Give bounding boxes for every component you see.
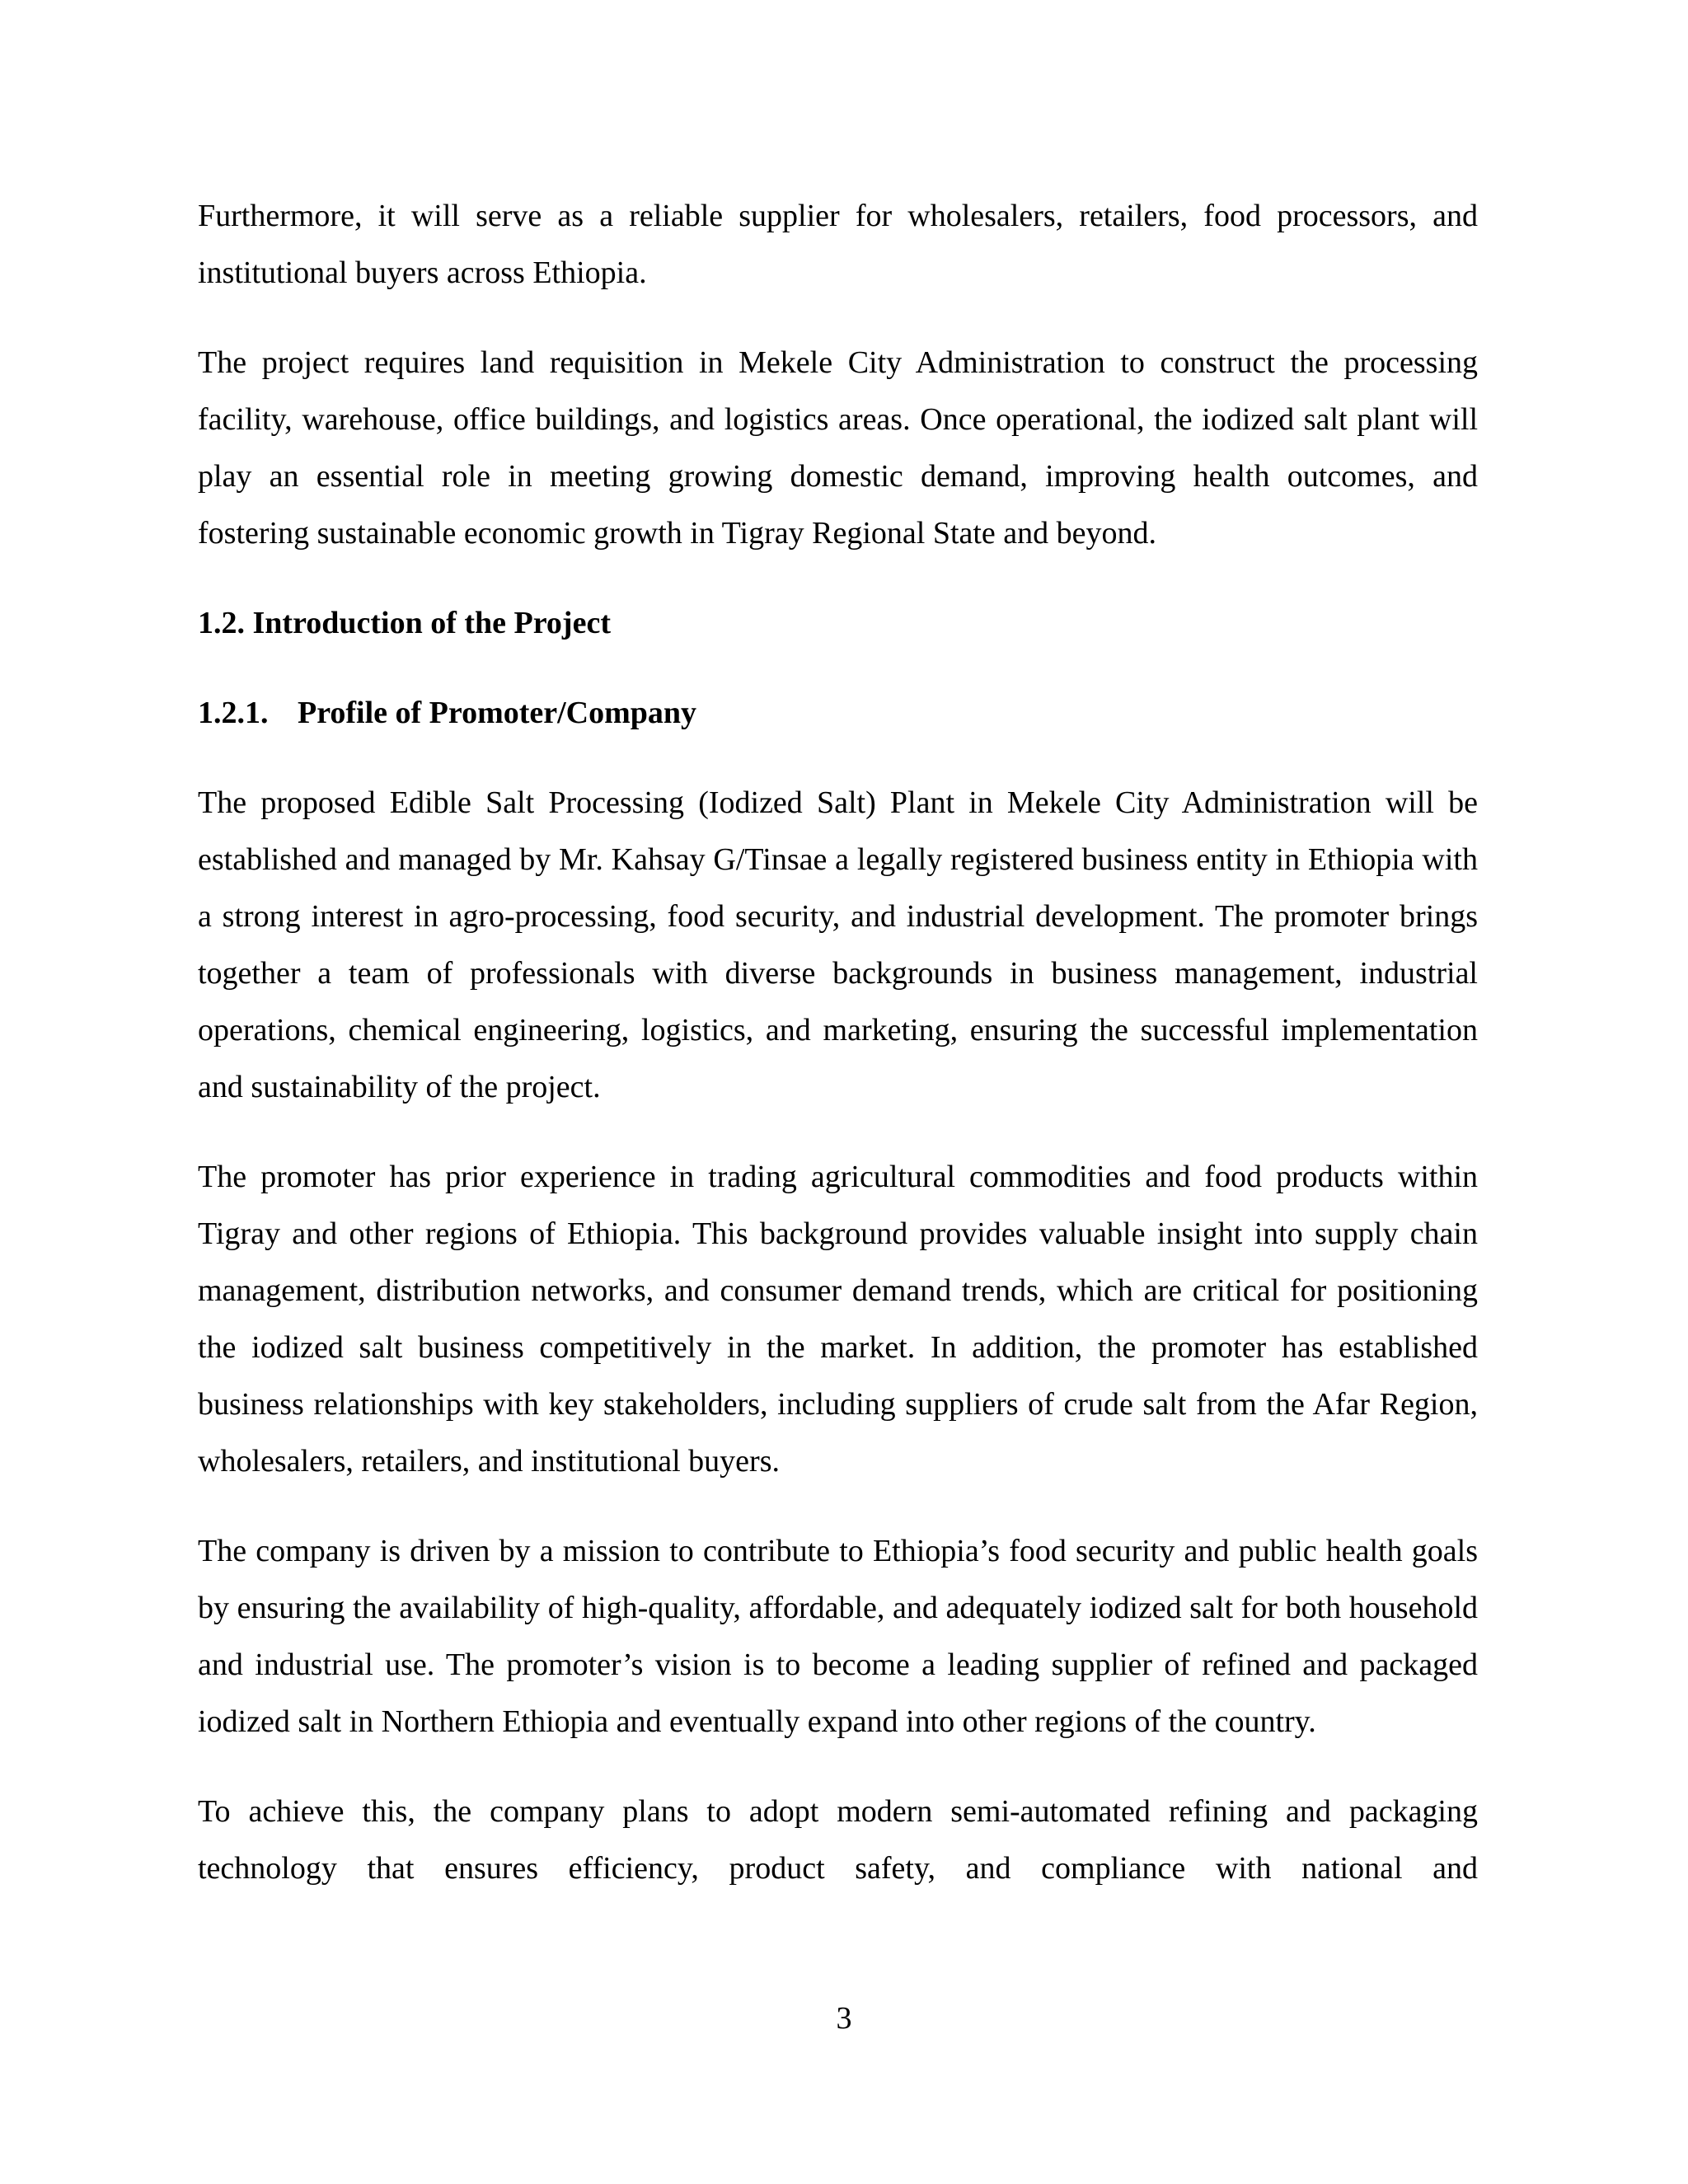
subsection-number: 1.2.1.: [198, 696, 269, 730]
paragraph-land-requisition: The project requires land requisition in Mekele City Administration to construct the processing facility, warehouse, office buildings, and logistics areas. Once operational, the iodized salt plant will play an essential role in meeting growing domestic demand, improving health outcomes, and fostering sustainable economic growth in Tigray Regional State and beyond.: [198, 345, 1478, 551]
paragraph-promoter-profile: The proposed Edible Salt Processing (Iodized Salt) Plant in Mekele City Administration will be established and managed by Mr. Kahsay G/Tinsae a legally registered business entity in Ethiopia with a strong interest in agro-processing, food security, and industrial development. The promoter brings together a team of professionals with diverse backgrounds in business management, industrial operations, chemical engineering, logistics, and marketing, ensuring the successful implementation and sustainability of the project.: [198, 785, 1478, 1104]
paragraph-supplier: Furthermore, it will serve as a reliable supplier for wholesalers, retailers, food processors, and institutional buyers across Ethiopia.: [198, 199, 1478, 290]
section-heading: 1.2. Introduction of the Project: [198, 606, 611, 640]
subsection-heading: [198, 685, 1478, 742]
paragraph-technology: To achieve this, the company plans to adopt modern semi-automated refining and packaging technology that ensures efficiency, product safety, and compliance with national and: [198, 1794, 1478, 1886]
subsection-title: Profile of Promoter/Company: [298, 696, 697, 730]
paragraph-promoter-experience: The promoter has prior experience in trading agricultural commodities and food products within Tigray and other regions of Ethiopia. This background provides valuable insight into supply chain management, distribution networks, and consumer demand trends, which are critical for positioning the iodized salt business competitively in the market. In addition, the promoter has established business relationships with key stakeholders, including suppliers of crude salt from the Afar Region, wholesalers, retailers, and institutional buyers.: [198, 1160, 1478, 1479]
document-page: [198, 188, 1478, 1897]
page-number: 3: [836, 2001, 852, 2036]
paragraph-company-mission: The company is driven by a mission to contribute to Ethiopia’s food security and public health goals by ensuring the availability of high-quality, affordable, and adequately iodized salt for both household and industrial use. The promoter’s vision is to become a leading supplier of refined and packaged iodized salt in Northern Ethiopia and eventually expand into other regions of the country.: [198, 1534, 1478, 1739]
